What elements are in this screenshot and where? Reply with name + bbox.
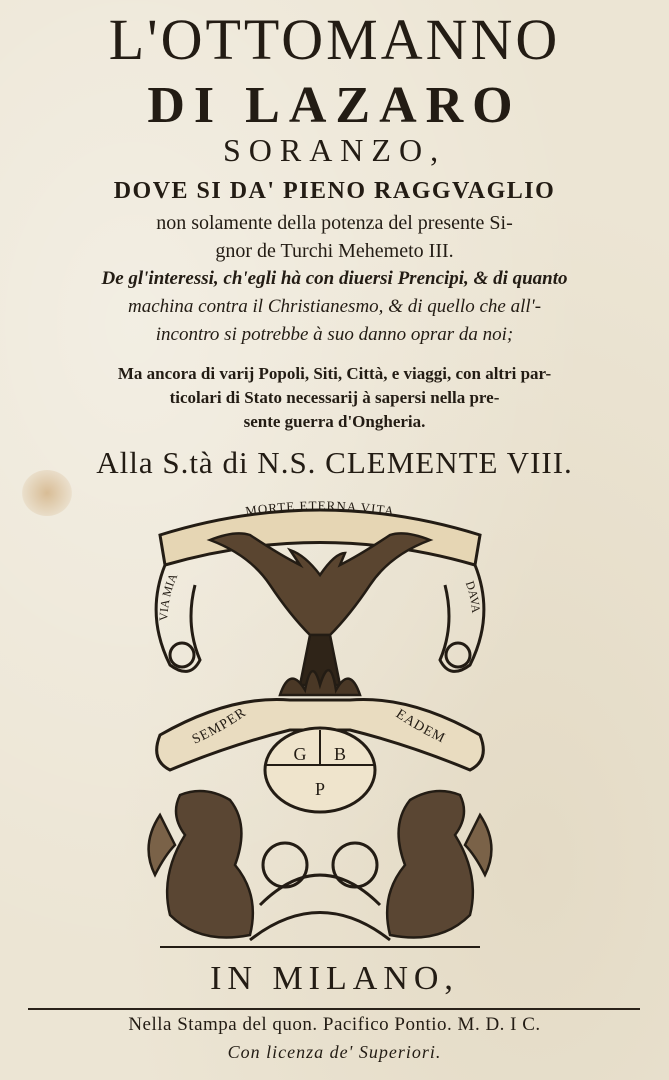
description-line-3: sente guerra d'Ongheria. [243, 412, 426, 431]
title-line-1: L'OTTOMANNO [108, 7, 561, 72]
right-supporter-icon [387, 791, 491, 938]
subtitle-line-2: non solamente della potenza del presente Si- [156, 212, 513, 234]
ribbon-right-text: EADEM [392, 706, 448, 747]
shield-icon [265, 728, 375, 812]
subtitle-line-1: DOVE SI DA' PIENO RAGGVAGLIO [113, 178, 556, 204]
italic-line-1: De gl'interessi, ch'egli hà con diuersi Prencipi, & di quanto [101, 268, 568, 289]
ribbon-left-text: SEMPER [189, 705, 250, 748]
license-line: Con licenza de' Superiori. [227, 1042, 442, 1062]
printer-imprint: Nella Stampa del quon. Pacifico Pontio. M. D. I C. [128, 1014, 541, 1035]
shield-letter-b: B [333, 744, 347, 764]
phoenix-icon [210, 533, 430, 695]
place-of-printing: IN MILANO, [210, 960, 459, 997]
banner-left-text: VIA MIA [156, 571, 181, 622]
subtitle-line-3: gnor de Turchi Mehemeto III. [215, 240, 454, 262]
description-line-2: ticolari di Stato necessarij à sapersi nella pre- [169, 388, 500, 407]
author-name: SORANZO, [222, 132, 447, 168]
italic-line-2: machina contra il Christianesmo, & di quello che all'- [127, 296, 542, 317]
description-line-1: Ma ancora di varij Popoli, Siti, Città, e viaggi, con altri par- [117, 364, 552, 383]
dedication: Alla S.tà di N.S. CLEMENTE VIII. [96, 445, 573, 480]
title-line-2: DI LAZARO [147, 77, 522, 134]
banner-right-text: DAVA [462, 579, 484, 614]
shield-letter-g: G [293, 744, 307, 764]
printer-device-emblem [140, 495, 500, 955]
shield-letter-p: P [314, 779, 326, 799]
divider-rule [28, 1008, 640, 1010]
italic-line-3: incontro si potrebbe à suo danno oprar da noi; [155, 324, 514, 345]
banner-scroll [160, 510, 480, 565]
banner-top-text: MORTE ETERNA VITA [244, 497, 396, 519]
left-supporter-icon [149, 791, 253, 938]
knot-ornament [250, 843, 390, 940]
